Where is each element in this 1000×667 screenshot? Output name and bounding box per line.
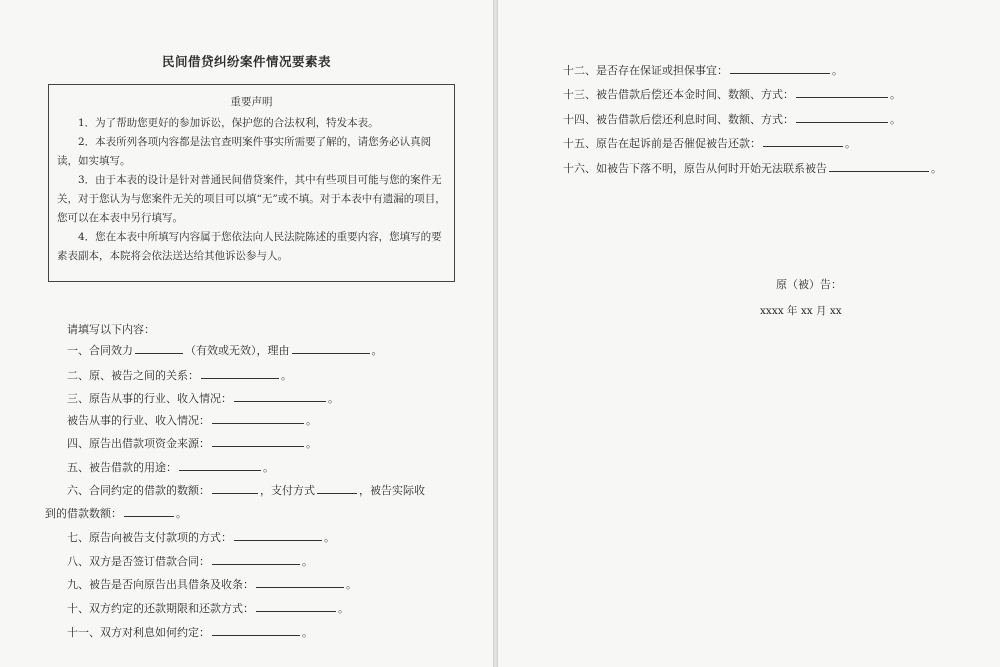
notice-paragraph-1: 1．为了帮助您更好的参加诉讼，保护您的合法权利，特发本表。 bbox=[78, 117, 379, 129]
item-13-principal-repayment: 十三、被告借款后偿还本金时间、数额、方式： 。 bbox=[563, 88, 901, 101]
item-12-guarantee: 十二、是否存在保证或担保事宜： 。 bbox=[563, 64, 843, 77]
loan-contract-blank[interactable] bbox=[212, 553, 300, 565]
important-notice-box bbox=[48, 84, 455, 282]
plaintiff-industry-blank[interactable] bbox=[234, 390, 326, 402]
payment-method-detail-blank[interactable] bbox=[234, 529, 322, 541]
item-16-whereabouts: 十六、如被告下落不明，原告从何时开始无法联系被告 。 bbox=[563, 162, 942, 175]
item-1-contract-validity: 一、合同效力 （有效或无效），理由 。 bbox=[67, 344, 383, 357]
item-3-plaintiff-industry: 三、原告从事的行业、收入情况： 。 bbox=[67, 392, 339, 405]
instructions-label: 请填写以下内容： bbox=[67, 323, 155, 336]
item-8-loan-contract: 八、双方是否签订借款合同： 。 bbox=[67, 555, 313, 568]
defendant-industry-blank[interactable] bbox=[212, 412, 304, 424]
repayment-terms-blank[interactable] bbox=[256, 600, 336, 612]
notice-paragraph-2: 2．本表所列各项内容都是法官查明案件事实所需要了解的，请您务必认真阅读，如实填写。 bbox=[57, 136, 432, 167]
loan-amount-blank[interactable] bbox=[212, 482, 258, 494]
received-amount-blank[interactable] bbox=[124, 505, 174, 517]
interest-repayment-blank[interactable] bbox=[796, 111, 888, 123]
payment-method-blank[interactable] bbox=[317, 482, 357, 494]
relationship-blank[interactable] bbox=[201, 367, 279, 379]
principal-repayment-blank[interactable] bbox=[796, 86, 888, 98]
reason-blank[interactable] bbox=[292, 342, 370, 354]
collection-demand-blank[interactable] bbox=[763, 135, 843, 147]
notice-heading: 重要声明 bbox=[230, 96, 273, 108]
item-7-payment-method: 七、原告向被告支付款项的方式： 。 bbox=[67, 531, 335, 544]
item-3-defendant-industry: 被告从事的行业、收入情况： 。 bbox=[67, 414, 317, 427]
fund-source-blank[interactable] bbox=[212, 435, 304, 447]
item-15-collection-demand: 十五、原告在起诉前是否催促被告还款： 。 bbox=[563, 137, 856, 150]
item-14-interest-repayment: 十四、被告借款后偿还利息时间、数额、方式： 。 bbox=[563, 113, 901, 126]
whereabouts-blank[interactable] bbox=[829, 160, 929, 172]
notice-paragraph-4: 4．您在本表中所填写内容属于您依法向人民法院陈述的重要内容，您填写的要素表副本，本院将会依法送达给其他诉讼参与人。 bbox=[57, 231, 442, 262]
item-5-loan-purpose: 五、被告借款的用途： 。 bbox=[67, 461, 274, 474]
signature-party: 原（被）告： bbox=[776, 278, 842, 291]
form-title: 民间借贷纠纷案件情况要素表 bbox=[161, 54, 331, 69]
interest-blank[interactable] bbox=[212, 624, 300, 636]
item-11-interest: 十一、双方对利息如何约定： 。 bbox=[67, 626, 313, 639]
guarantee-blank[interactable] bbox=[730, 62, 830, 74]
validity-blank[interactable] bbox=[135, 342, 183, 354]
item-2-relationship: 二、原、被告之间的关系： 。 bbox=[67, 369, 292, 382]
notice-paragraph-3: 3．由于本表的设计是针对普通民间借贷案件，其中有些项目可能与您的案件无关，对于您认为与您案件无关的项目可以填“无”或不填。对于本表中有遗漏的项目，您可以在本表中另行填写。 bbox=[57, 174, 446, 224]
loan-purpose-blank[interactable] bbox=[179, 459, 261, 471]
item-6-received-amount: 到的借款数额： 。 bbox=[45, 507, 187, 520]
item-9-iou-receipt: 九、被告是否向原告出具借条及收条： 。 bbox=[67, 578, 357, 591]
right-page bbox=[498, 0, 1000, 667]
signature-date: xxxx 年 xx 月 xx bbox=[760, 305, 842, 317]
item-6-loan-amount: 六、合同约定的借款的数额： ，支付方式 ，被告实际收 bbox=[67, 484, 425, 497]
item-4-fund-source: 四、原告出借款项资金来源： 。 bbox=[67, 437, 317, 450]
item-10-repayment-terms: 十、双方约定的还款期限和还款方式： 。 bbox=[67, 602, 349, 615]
left-page bbox=[0, 0, 493, 667]
iou-receipt-blank[interactable] bbox=[256, 576, 344, 588]
